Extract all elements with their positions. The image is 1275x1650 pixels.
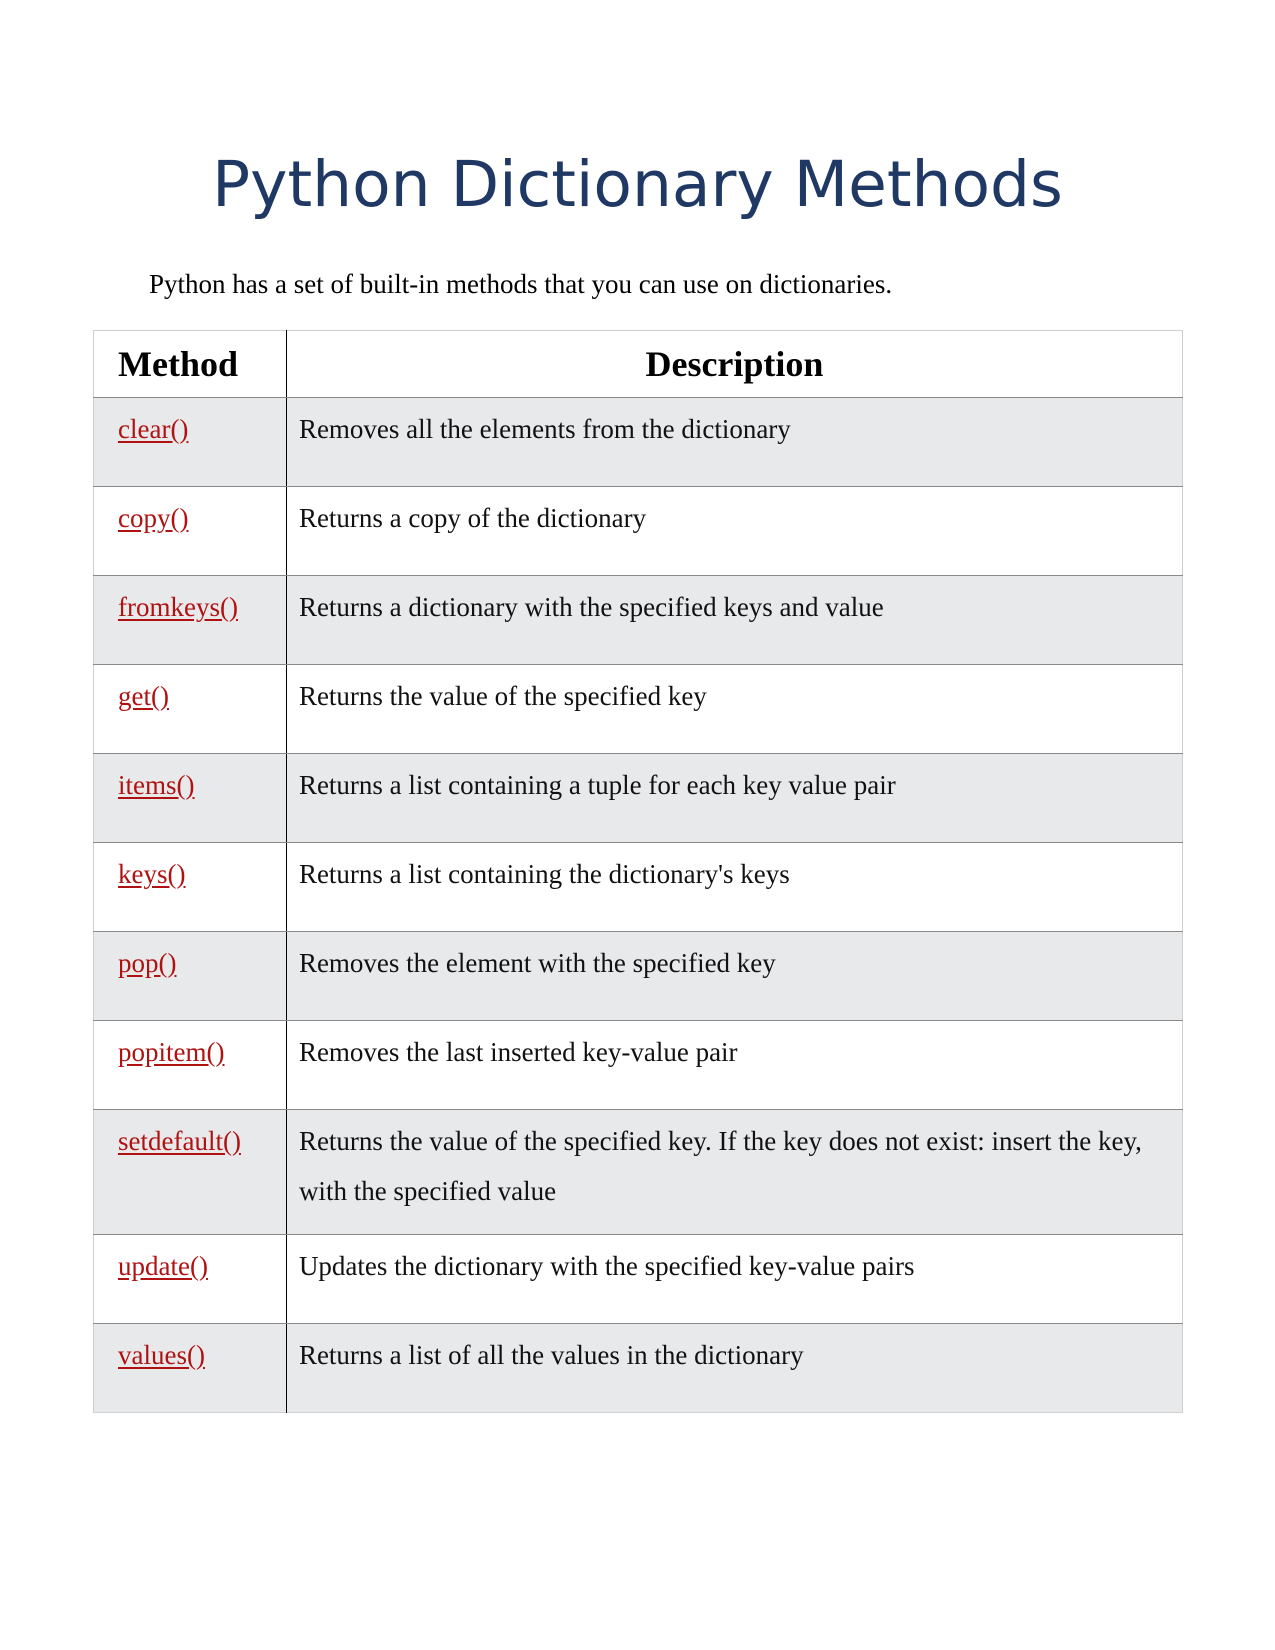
description-cell (286, 932, 1182, 1021)
table-row (94, 1235, 1183, 1324)
table-row (94, 487, 1183, 576)
description-cell (286, 1021, 1182, 1110)
method-link-setdefault[interactable]: setdefault() (118, 1126, 241, 1156)
method-link-clear[interactable]: clear() (118, 414, 189, 444)
method-link-get[interactable]: get() (118, 681, 169, 711)
description-text: Returns the value of the specified key. If the key does not exist: insert the key, with the specified value (298, 1126, 1142, 1206)
table-header-row (94, 331, 1183, 398)
method-cell (94, 576, 287, 665)
description-text: Removes all the elements from the dictionary (298, 414, 791, 444)
description-text: Returns a dictionary with the specified keys and value (298, 592, 884, 622)
table-row (94, 1324, 1183, 1413)
table-row (94, 1110, 1183, 1235)
description-cell (286, 665, 1182, 754)
method-link-fromkeys[interactable]: fromkeys() (118, 592, 238, 622)
description-cell (286, 1235, 1182, 1324)
page-title: Python Dictionary Methods (212, 148, 1063, 221)
description-text: Updates the dictionary with the specified key-value pairs (298, 1251, 915, 1281)
table-row (94, 843, 1183, 932)
method-link-pop[interactable]: pop() (118, 948, 177, 978)
method-link-copy[interactable]: copy() (118, 503, 189, 533)
intro-text: Python has a set of built-in methods that you can use on dictionaries. (149, 269, 893, 299)
table-row (94, 665, 1183, 754)
table-row (94, 1021, 1183, 1110)
description-text: Removes the element with the specified key (298, 948, 776, 978)
description-cell (286, 843, 1182, 932)
table-row (94, 576, 1183, 665)
method-cell (94, 1235, 287, 1324)
header-description: Description (286, 331, 1182, 398)
header-method: Method (94, 331, 287, 398)
method-link-popitem[interactable]: popitem() (118, 1037, 225, 1067)
description-cell (286, 1110, 1182, 1235)
method-link-values[interactable]: values() (118, 1340, 205, 1370)
method-cell (94, 932, 287, 1021)
description-cell (286, 1324, 1182, 1413)
table-row (94, 398, 1183, 487)
description-cell (286, 754, 1182, 843)
description-text: Returns a list containing the dictionary's keys (298, 859, 790, 889)
methods-table (93, 330, 1183, 1413)
description-cell (286, 487, 1182, 576)
description-cell (286, 398, 1182, 487)
method-cell (94, 1324, 287, 1413)
method-cell (94, 1021, 287, 1110)
method-cell (94, 843, 287, 932)
description-text: Returns a list of all the values in the dictionary (298, 1340, 804, 1370)
method-cell (94, 487, 287, 576)
method-link-items[interactable]: items() (118, 770, 195, 800)
description-text: Returns a copy of the dictionary (298, 503, 647, 533)
table-row (94, 754, 1183, 843)
method-cell (94, 1110, 287, 1235)
method-cell (94, 754, 287, 843)
description-text: Removes the last inserted key-value pair (298, 1037, 738, 1067)
description-text: Returns the value of the specified key (298, 681, 707, 711)
description-cell (286, 576, 1182, 665)
method-cell (94, 398, 287, 487)
description-text: Returns a list containing a tuple for each key value pair (298, 770, 896, 800)
method-cell (94, 665, 287, 754)
method-link-keys[interactable]: keys() (118, 859, 186, 889)
table-row (94, 932, 1183, 1021)
method-link-update[interactable]: update() (118, 1251, 208, 1281)
